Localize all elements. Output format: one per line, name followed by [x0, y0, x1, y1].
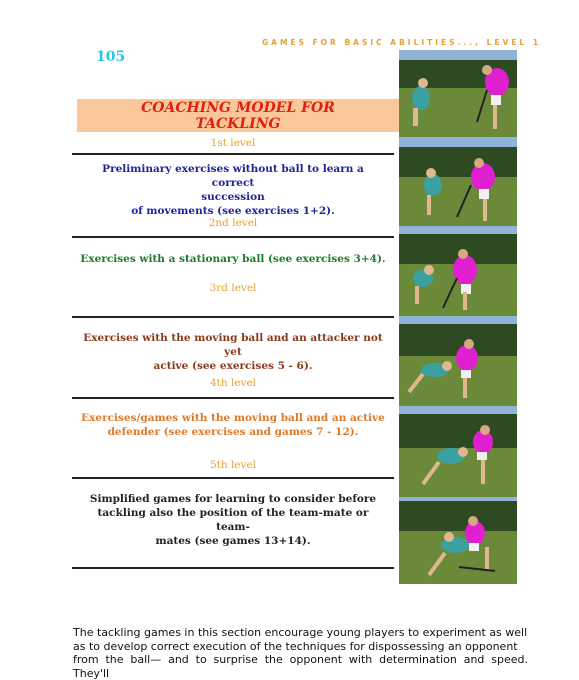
body-paragraph	[73, 626, 528, 680]
page-number: 105	[96, 49, 126, 65]
title-line-2: TACKLING	[195, 116, 281, 132]
level-5-label: 5th level	[209, 459, 257, 471]
level-3-line-1: Exercises with the moving ball and an attacker not yet	[83, 332, 383, 358]
level-2-description	[80, 252, 386, 266]
divider-2	[72, 236, 394, 238]
tackling-sequence-photo-5	[399, 406, 517, 497]
title-line-1: COACHING MODEL FOR	[141, 100, 335, 116]
divider-1	[72, 153, 394, 155]
level-5-line-3: mates (see games 13+14).	[155, 535, 311, 547]
tackling-sequence-photo-6	[399, 497, 517, 584]
level-1-line-2: succession	[201, 191, 265, 203]
level-1-description	[80, 162, 386, 218]
running-header: GAMES FOR BASIC ABILITIES..., LEVEL 1	[262, 38, 542, 47]
level-3-description	[80, 331, 386, 373]
coaching-model-title	[77, 99, 399, 132]
level-1-line-1: Preliminary exercises without ball to learn a correct	[102, 163, 364, 189]
level-4-description	[80, 411, 386, 439]
level-4-line-1: Exercises/games with the moving ball and an active	[81, 412, 385, 424]
tackling-sequence-photo-1	[399, 50, 517, 137]
divider-5	[72, 477, 394, 479]
tackling-sequence-photo-4	[399, 316, 517, 406]
body-line-2: as to develop correct execution of the techniques for dispossessing an opponent	[73, 639, 518, 653]
level-5-line-2: tackling also the position of the team-mate or team-	[97, 507, 369, 533]
level-3-label: 3rd level	[209, 282, 257, 294]
body-line-3: from the ball— and to surprise the opponent with determination and speed. They'll	[73, 653, 528, 680]
level-4-line-2: defender (see exercises and games 7 - 12).	[107, 426, 359, 438]
tackling-sequence-photo-2	[399, 137, 517, 226]
level-1-line-3: of movements (see exercises 1+2).	[131, 205, 335, 217]
body-line-1: The tackling games in this section encourage young players to experiment as well	[73, 626, 528, 639]
level-2-label: 2nd level	[208, 217, 258, 229]
level-5-description	[80, 492, 386, 548]
tackling-sequence-photo-3	[399, 226, 517, 316]
level-3-line-2: active (see exercises 5 - 6).	[153, 360, 313, 372]
divider-4	[72, 397, 394, 399]
level-2-line-1: Exercises with a stationary ball (see exercises 3+4).	[80, 253, 386, 265]
divider-6	[72, 567, 394, 569]
divider-3	[72, 316, 394, 318]
level-4-label: 4th level	[209, 377, 257, 389]
level-5-line-1: Simplified games for learning to consider before	[89, 493, 377, 505]
level-1-label: 1st level	[210, 137, 256, 149]
tackling-photo-strip	[399, 50, 517, 584]
